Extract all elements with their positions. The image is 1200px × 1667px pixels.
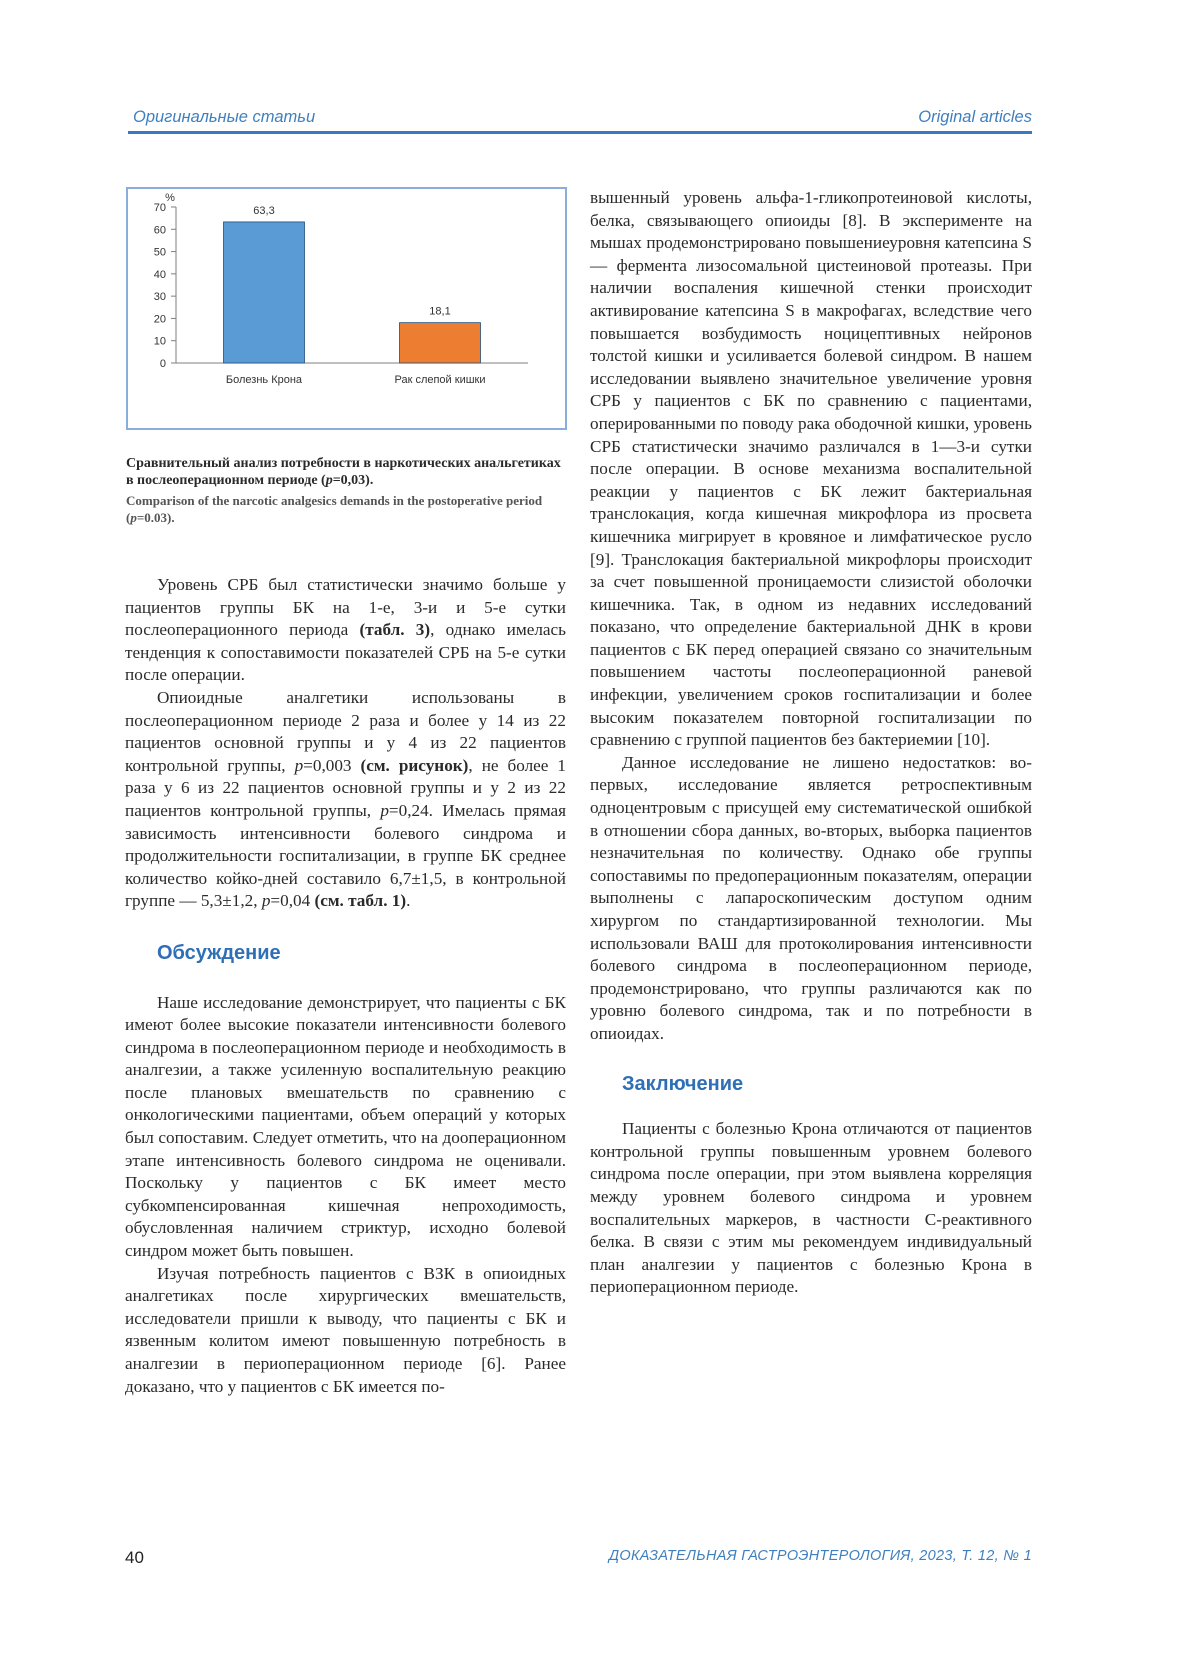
caption-en-text: Comparison of the narcotic analgesics demands in the postoperative period ( bbox=[126, 493, 543, 525]
paragraph-crp: Уровень СРБ был статистически значимо больше у пациентов группы БК на 1-е, 3-и и 5-е сутки послеоперационного периода (табл. 3), однако имелась тенденция к сопоставимости показателей СРБ на 5-е сутки после операции. bbox=[125, 575, 566, 685]
page-number: 40 bbox=[125, 1548, 144, 1567]
y-tick-label: 50 bbox=[153, 246, 166, 259]
y-tick-label: 40 bbox=[153, 268, 166, 281]
bar-value-label: 63,3 bbox=[253, 204, 275, 217]
bar-2 bbox=[400, 323, 481, 363]
y-tick-label: 70 bbox=[153, 202, 166, 214]
figure-reference: (см. рисунок) bbox=[360, 755, 469, 775]
y-tick-label: 60 bbox=[153, 224, 166, 237]
table-reference: (см. табл. 1) bbox=[314, 891, 407, 911]
section-heading-conclusion: Заключение bbox=[622, 1072, 744, 1095]
table-reference: (табл. 3) bbox=[359, 620, 431, 640]
y-tick-label: 30 bbox=[153, 291, 166, 304]
header-rule bbox=[128, 131, 1032, 134]
y-axis-unit-label: % bbox=[165, 192, 175, 204]
bar-value-label: 18,1 bbox=[429, 305, 451, 318]
y-tick-label: 0 bbox=[159, 358, 166, 370]
left-column bbox=[125, 574, 566, 1398]
right-column bbox=[590, 187, 1032, 1299]
y-tick-label: 20 bbox=[153, 313, 166, 326]
paragraph-opioids: Опиоидные аналгетики использованы в послеоперационном периоде 2 раза и более у 14 из 22 пациентов основной группы и у 4 из 22 пациентов контрольной группы, p=0,003 (см. рисунок), не более 1 раза у 6 из 22 пациентов основной группы и у 2 из 22 пациентов контрольной группы, p=0,24. Имелась прямая зависимость интенсивности болевого синдрома и продолжительности госпитализации, в группе БК среднее количество койко-дней составило 6,7±1,5, в контрольной группе — 5,3±1,2, p=0,04 (см. табл. 1). bbox=[125, 687, 567, 911]
paragraph-discussion-2: Изучая потребность пациентов с ВЗК в опиоидных аналгетиках после хирургических вмешательств, исследователи пришли к выводу, что пациенты с БК и язвенным колитом имеют повышенную потребность в аналгезии в периоперационном периоде [6]. Ранее доказано, что у пациентов с БК имеется по- bbox=[125, 1263, 566, 1396]
figure-caption-en bbox=[126, 492, 570, 526]
running-header-right: Original articles bbox=[918, 108, 1032, 126]
section-heading-discussion: Обсуждение bbox=[157, 941, 281, 964]
caption-ru-value: =0,03). bbox=[332, 473, 374, 488]
caption-ru-p: p bbox=[325, 473, 333, 488]
bar-1 bbox=[224, 222, 305, 363]
paragraph-conclusion: Пациенты с болезнью Крона отличаются от пациентов контрольной группы повышенным уровнем болевого синдрома после операции, при этом выявлена корреляция между уровнем болевого синдрома и уровнем воспалительных маркеров, в частности С-реактивного белка. В связи с этим мы рекомендуем индивидуальный план аналгезии у пациентов с болезнью Крона в периоперационном периоде. bbox=[590, 1119, 1032, 1297]
figure-caption-ru bbox=[126, 455, 570, 489]
running-header-left: Оригинальные статьи bbox=[133, 108, 316, 126]
caption-en-value: =0.03). bbox=[136, 510, 175, 525]
journal-title: ДОКАЗАТЕЛЬНАЯ ГАСТРОЭНТЕРОЛОГИЯ, 2023, Т. 12, № 1 bbox=[608, 1548, 1032, 1564]
y-tick-label: 10 bbox=[153, 335, 166, 348]
paragraph-continuation: вышенный уровень альфа-1-гликопротеиновой кислоты, белка, связывающего опиоиды [8]. В эксперименте на мышах продемонстрировано повышениеуровня катепсина S — фермента лизосомальной цистеиновой протеазы. При наличии воспаления кишечной стенки происходит активирование катепсина S в макрофагах, вследствие чего повышается возбудимость ноцицептивных нейронов толстой кишки и усиливается болевой синдром. В нашем исследовании выявлено значительное увеличение уровня СРБ у пациентов с БК по сравнению с пациентами, оперированными по поводу рака ободочной кишки, уровень СРБ статистически значимо различался в 1—3-и сутки после операции. В основе механизма воспалительной реакции у пациентов с БК лежит бактериальная транслокация, когда кишечная микрофлора из просвета кишечника мигрирует в кровяное и лимфатическое русло [9]. Транслокация бактериальной микрофлоры происходит за счет повышенной проницаемости слизистой оболочки кишечника. Так, в одном из недавних исследований показано, что определение бактериальной ДНК в крови пациентов с БК перед операцией связано со значительным повышением частоты послеоперационной раневой инфекции, увеличением сроков госпитализации и более высоким показателем повторной госпитализации по сравнению с группой пациентов без бактериемии [10]. bbox=[590, 188, 1032, 750]
x-category-label: Рак слепой кишки bbox=[394, 374, 486, 386]
figure-box bbox=[126, 187, 567, 430]
caption-ru-text: Сравнительный анализ потребности в наркотических анальгетиках в послеоперационном периоде ( bbox=[126, 456, 561, 488]
paragraph-discussion-1: Наше исследование демонстрирует, что пациенты с БК имеют более высокие показатели интенсивности болевого синдрома в послеоперационном периоде и необходимость в аналгезии, а также усиленную воспалительную реакцию после плановых вмешательств по сравнению с онкологическими пациентами, объем операций у которых был сопоставим. Следует отметить, что на дооперационном этапе интенсивность болевого синдрома не оценивали. Поскольку у пациентов с БК имеет место субкомпенсированная кишечная непроходимость, обусловленная наличием стриктур, исходно болевой синдром может быть повышен. bbox=[125, 992, 566, 1261]
caption-en-p: p bbox=[130, 510, 137, 525]
paragraph-limitations: Данное исследование не лишено недостатков: во-первых, исследование является ретроспективным одноцентровым с присущей ему систематической ошибкой в отношении сбора данных, во-вторых, выборка пациентов незначительная по количеству. Однако обе группы сопоставимы по предоперационным показателям, операции выполнены с лапароскопическим доступом одним хирургом по стандартизированной технологии. Мы использовали ВАШ для протоколирования интенсивности болевого синдрома в послеоперационном периоде, продемонстрировано, что группы различаются как по уровню болевого синдрома, так и по потребности в опиоидах. bbox=[590, 752, 1032, 1043]
bar-chart bbox=[128, 189, 565, 428]
x-category-label: Болезнь Крона bbox=[225, 374, 303, 386]
